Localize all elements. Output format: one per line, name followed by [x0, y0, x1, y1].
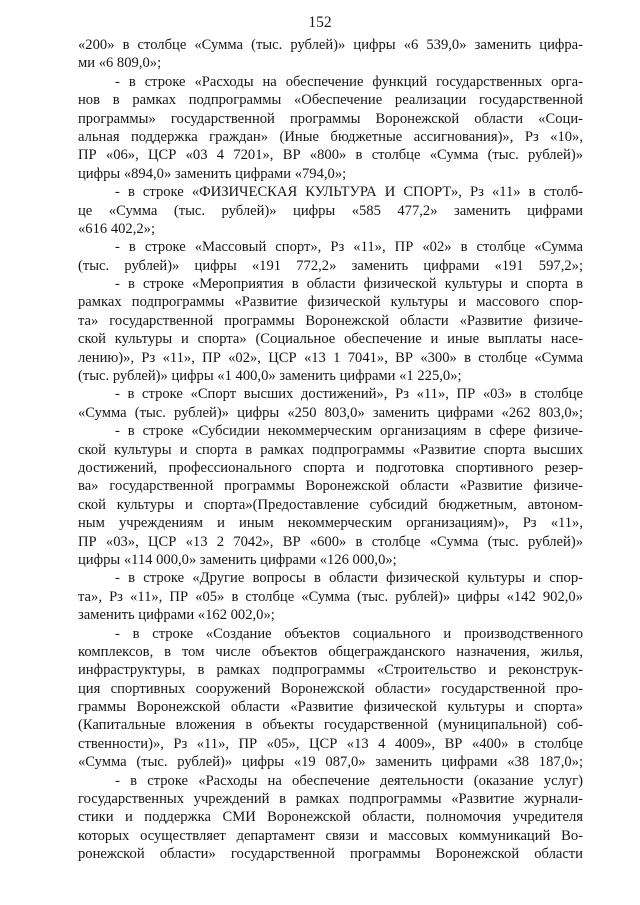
text-line: - в строке «Расходы на обеспечение деятельности (оказание услуг): [115, 772, 583, 789]
text-line: - в строке «Мероприятия в области физической культуры и спорта в: [115, 276, 583, 293]
text-line: «200» в столбце «Сумма (тыс. рублей)» цифры «6 539,0» заменить цифра-: [78, 37, 583, 53]
text-line: ской культуры и спорта»(Предоставление субсидий бюджетным, автоном-: [78, 496, 583, 513]
text-line: ным учреждениям и иным некоммерческим организациям)», Рз «11»,: [78, 515, 583, 532]
text-line: ми «6 809,0»;: [78, 55, 162, 72]
text-line: - в строке «Спорт высших достижений», Рз «11», ПР «03» в столбце: [115, 386, 583, 403]
text-line: ственности)», Рз «11», ПР «05», ЦСР «13 4 4009», ВР «400» в столбце: [78, 735, 583, 752]
text-line: альная поддержка граждан» (Иные бюджетные ассигнования)», Рз «10»,: [78, 128, 583, 145]
text-line: ской культуры и спорта в рамках подпрограммы «Развитие спорта высших: [78, 441, 583, 458]
text-line: - в строке «Субсидии некоммерческим организациям в сфере физиче-: [115, 423, 583, 440]
text-line: инфраструктуры, в рамках подпрограммы «Строительство и реконструк-: [78, 662, 583, 679]
text-line: программы» государственной программы Воронежской области «Соци-: [78, 110, 583, 127]
text-line: ской культуры и спорта» (Социальное обеспечение и иные выплаты насе-: [78, 331, 583, 348]
text-line: нов в рамках подпрограммы «Обеспечение реализации государственной: [78, 92, 583, 109]
text-line: цифры «114 000,0» заменить цифрами «126 000,0»;: [78, 551, 397, 568]
text-line: ПР «03», ЦСР «13 2 7042», ВР «600» в столбце «Сумма (тыс. рублей)»: [78, 533, 583, 550]
text-line: (тыс. рублей)» цифры «191 772,2» заменить цифрами «191 597,2»;: [78, 257, 583, 274]
text-line: лению)», Рз «11», ПР «02», ЦСР «13 1 7041», ВР «300» в столбце «Сумма: [78, 349, 583, 366]
text-line: та» государственной программы Воронежской области «Развитие физиче-: [78, 312, 583, 329]
text-line: це «Сумма (тыс. рублей)» цифры «585 477,2» заменить цифрами: [78, 202, 583, 219]
text-line: «Сумма (тыс. рублей)» цифры «19 087,0» заменить цифрами «38 187,0»;: [78, 754, 583, 771]
document-body: [78, 36, 583, 864]
text-line: «616 402,2»;: [78, 220, 156, 237]
text-line: которых осуществляет департамент связи и массовых коммуникаций Во-: [78, 827, 583, 844]
text-line: граммы Воронежской области «Развитие физической культуры и спорта»: [78, 699, 583, 716]
text-line: достижений, профессионального спорта и подготовка спортивного резер-: [78, 459, 583, 476]
text-line: ПР «06», ЦСР «03 4 7201», ВР «800» в столбце «Сумма (тыс. рублей)»: [78, 147, 583, 164]
text-line: - в строке «Другие вопросы в области физической культуры и спор-: [115, 570, 583, 587]
text-line: та», Рз «11», ПР «05» в столбце «Сумма (тыс. рублей)» цифры «142 902,0»: [78, 588, 583, 605]
text-line: цифры «894,0» заменить цифрами «794,0»;: [78, 165, 347, 182]
text-line: рамках подпрограммы «Развитие физической культуры и массового спор-: [78, 294, 583, 311]
text-line: заменить цифрами «162 002,0»;: [78, 607, 275, 624]
text-line: государственных учреждений в рамках подпрограммы «Развитие журнали-: [78, 791, 583, 808]
text-line: ронежской области» государственной программы Воронежской области: [78, 846, 583, 863]
text-line: - в строке «Массовый спорт», Рз «11», ПР «02» в столбце «Сумма: [115, 239, 583, 256]
text-line: комплексов, в том числе объектов общегражданского назначения, жилья,: [78, 643, 583, 660]
page-number: 152: [308, 14, 332, 31]
text-line: - в строке «ФИЗИЧЕСКАЯ КУЛЬТУРА И СПОРТ», Рз «11» в столб-: [115, 184, 583, 201]
text-line: (Капитальные вложения в объекты государственной (муниципальной) соб-: [78, 717, 583, 734]
text-line: (тыс. рублей)» цифры «1 400,0» заменить цифрами «1 225,0»;: [78, 368, 462, 385]
text-line: ва» государственной программы Воронежской области «Развитие физиче-: [78, 478, 583, 495]
text-line: стики и поддержка СМИ Воронежской области, полномочия учредителя: [78, 809, 583, 826]
text-line: - в строке «Расходы на обеспечение функций государственных орга-: [115, 73, 583, 90]
text-line: «Сумма (тыс. рублей)» цифры «250 803,0» заменить цифрами «262 803,0»;: [78, 404, 583, 421]
text-line: ция спортивных сооружений Воронежской области» государственной про-: [78, 680, 583, 697]
text-line: - в строке «Создание объектов социального и производственного: [115, 625, 583, 642]
